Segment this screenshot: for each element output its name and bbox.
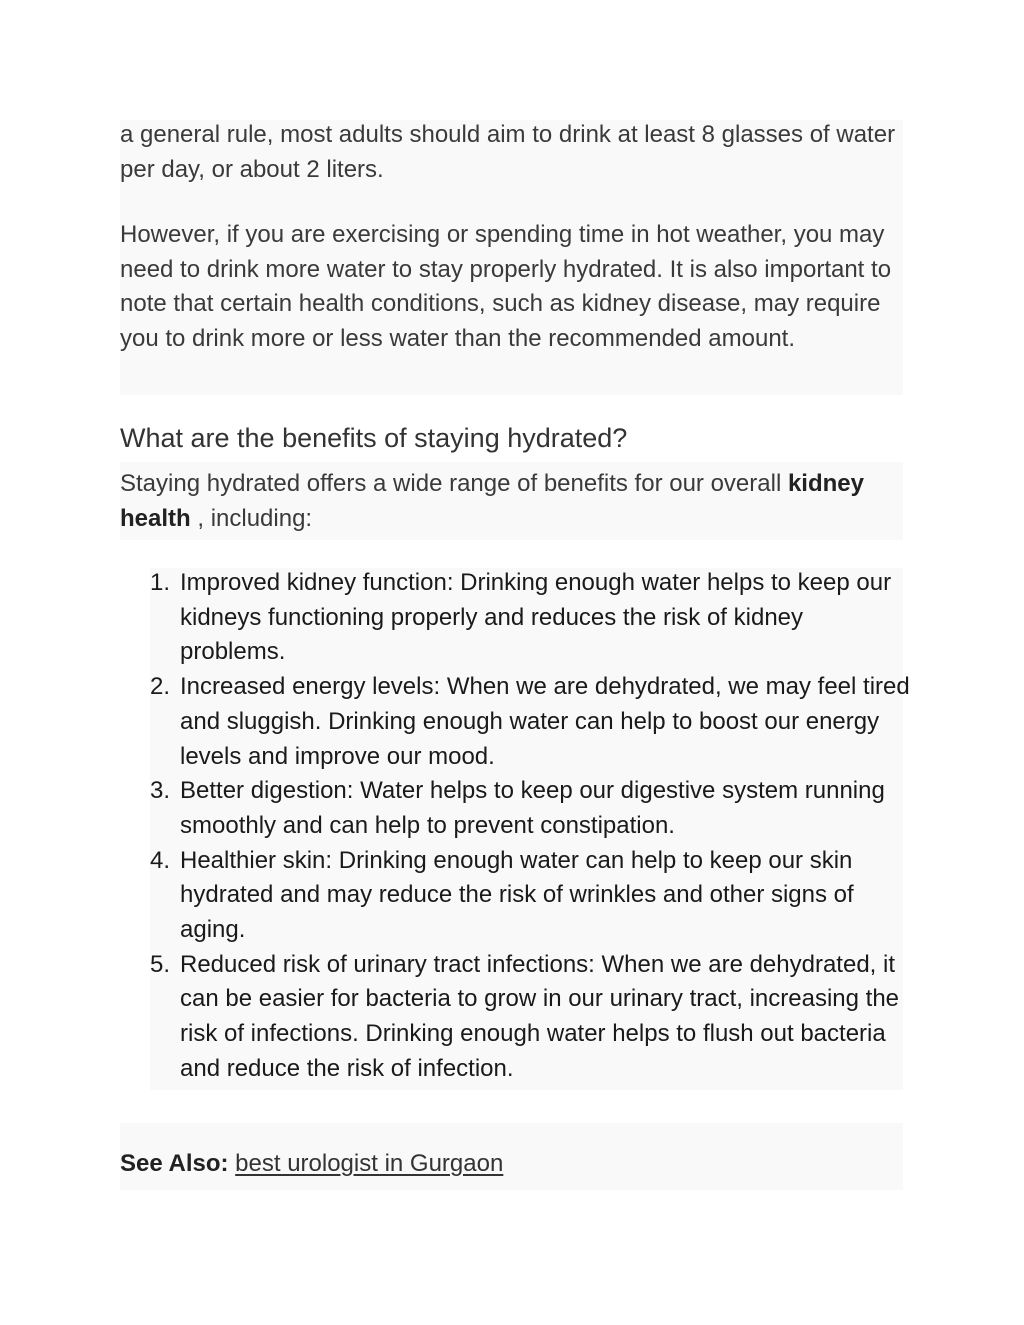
- list-item-text: Healthier skin: Drinking enough water can help to keep our skin hydrated and may reduce the risk of wrinkles and other signs of aging.: [180, 846, 854, 944]
- list-item-text: Increased energy levels: When we are dehydrated, we may feel tired and sluggish. Drinking enough water can help to boost our energy levels and improve our mood.: [180, 673, 910, 770]
- benefits-heading: What are the benefits of staying hydrated?: [120, 423, 628, 453]
- list-item: [150, 566, 910, 670]
- list-item-number: 5.: [150, 950, 171, 978]
- see-also-link[interactable]: best urologist in Gurgaon: [235, 1150, 504, 1177]
- list-item-text: Better digestion: Water helps to keep our digestive system running smoothly and can help to prevent constipation.: [180, 777, 885, 839]
- benefits-intro-bold: kidney health: [120, 470, 864, 532]
- list-item-number: 4.: [150, 846, 171, 874]
- benefits-intro-paragraph: [120, 467, 903, 536]
- intro-paragraph-2: However, if you are exercising or spending time in hot weather, you may need to drink more water to stay properly hydrated. It is also important to note that certain health conditions, such as kidney disease, may require you to drink more or less water than the recommended amount.: [120, 221, 892, 353]
- intro-section: [120, 120, 903, 395]
- list-item: [150, 948, 910, 1087]
- list-item-text: Reduced risk of urinary tract infections: When we are dehydrated, it can be easier for bacteria to grow in our urinary tract, increasing the risk of infections. Drinking enough water helps to flush out bacteria and reduce the risk of infection.: [180, 950, 900, 1082]
- benefits-list: [150, 566, 910, 1087]
- intro-paragraph-1: a general rule, most adults should aim to drink at least 8 glasses of water per day, or about 2 liters.: [120, 121, 896, 183]
- see-also-section: [120, 1123, 903, 1190]
- list-item-number: 1.: [150, 569, 171, 596]
- list-item-text: Improved kidney function: Drinking enough water helps to keep our kidneys functioning properly and reduces the risk of kidney problems.: [180, 569, 892, 666]
- list-item: [150, 844, 910, 948]
- benefits-intro-suffix: , including:: [190, 504, 313, 532]
- list-item: [150, 670, 910, 774]
- benefits-list-section: [150, 568, 910, 1090]
- see-also-label: See Also:: [120, 1150, 229, 1177]
- benefits-intro-prefix: Staying hydrated offers a wide range of benefits for our overall: [120, 470, 788, 497]
- see-also-paragraph: [120, 1147, 503, 1182]
- list-item: [150, 774, 910, 843]
- list-item-number: 2.: [150, 673, 171, 701]
- benefits-header-section: [120, 395, 903, 540]
- list-item-number: 3.: [150, 777, 171, 805]
